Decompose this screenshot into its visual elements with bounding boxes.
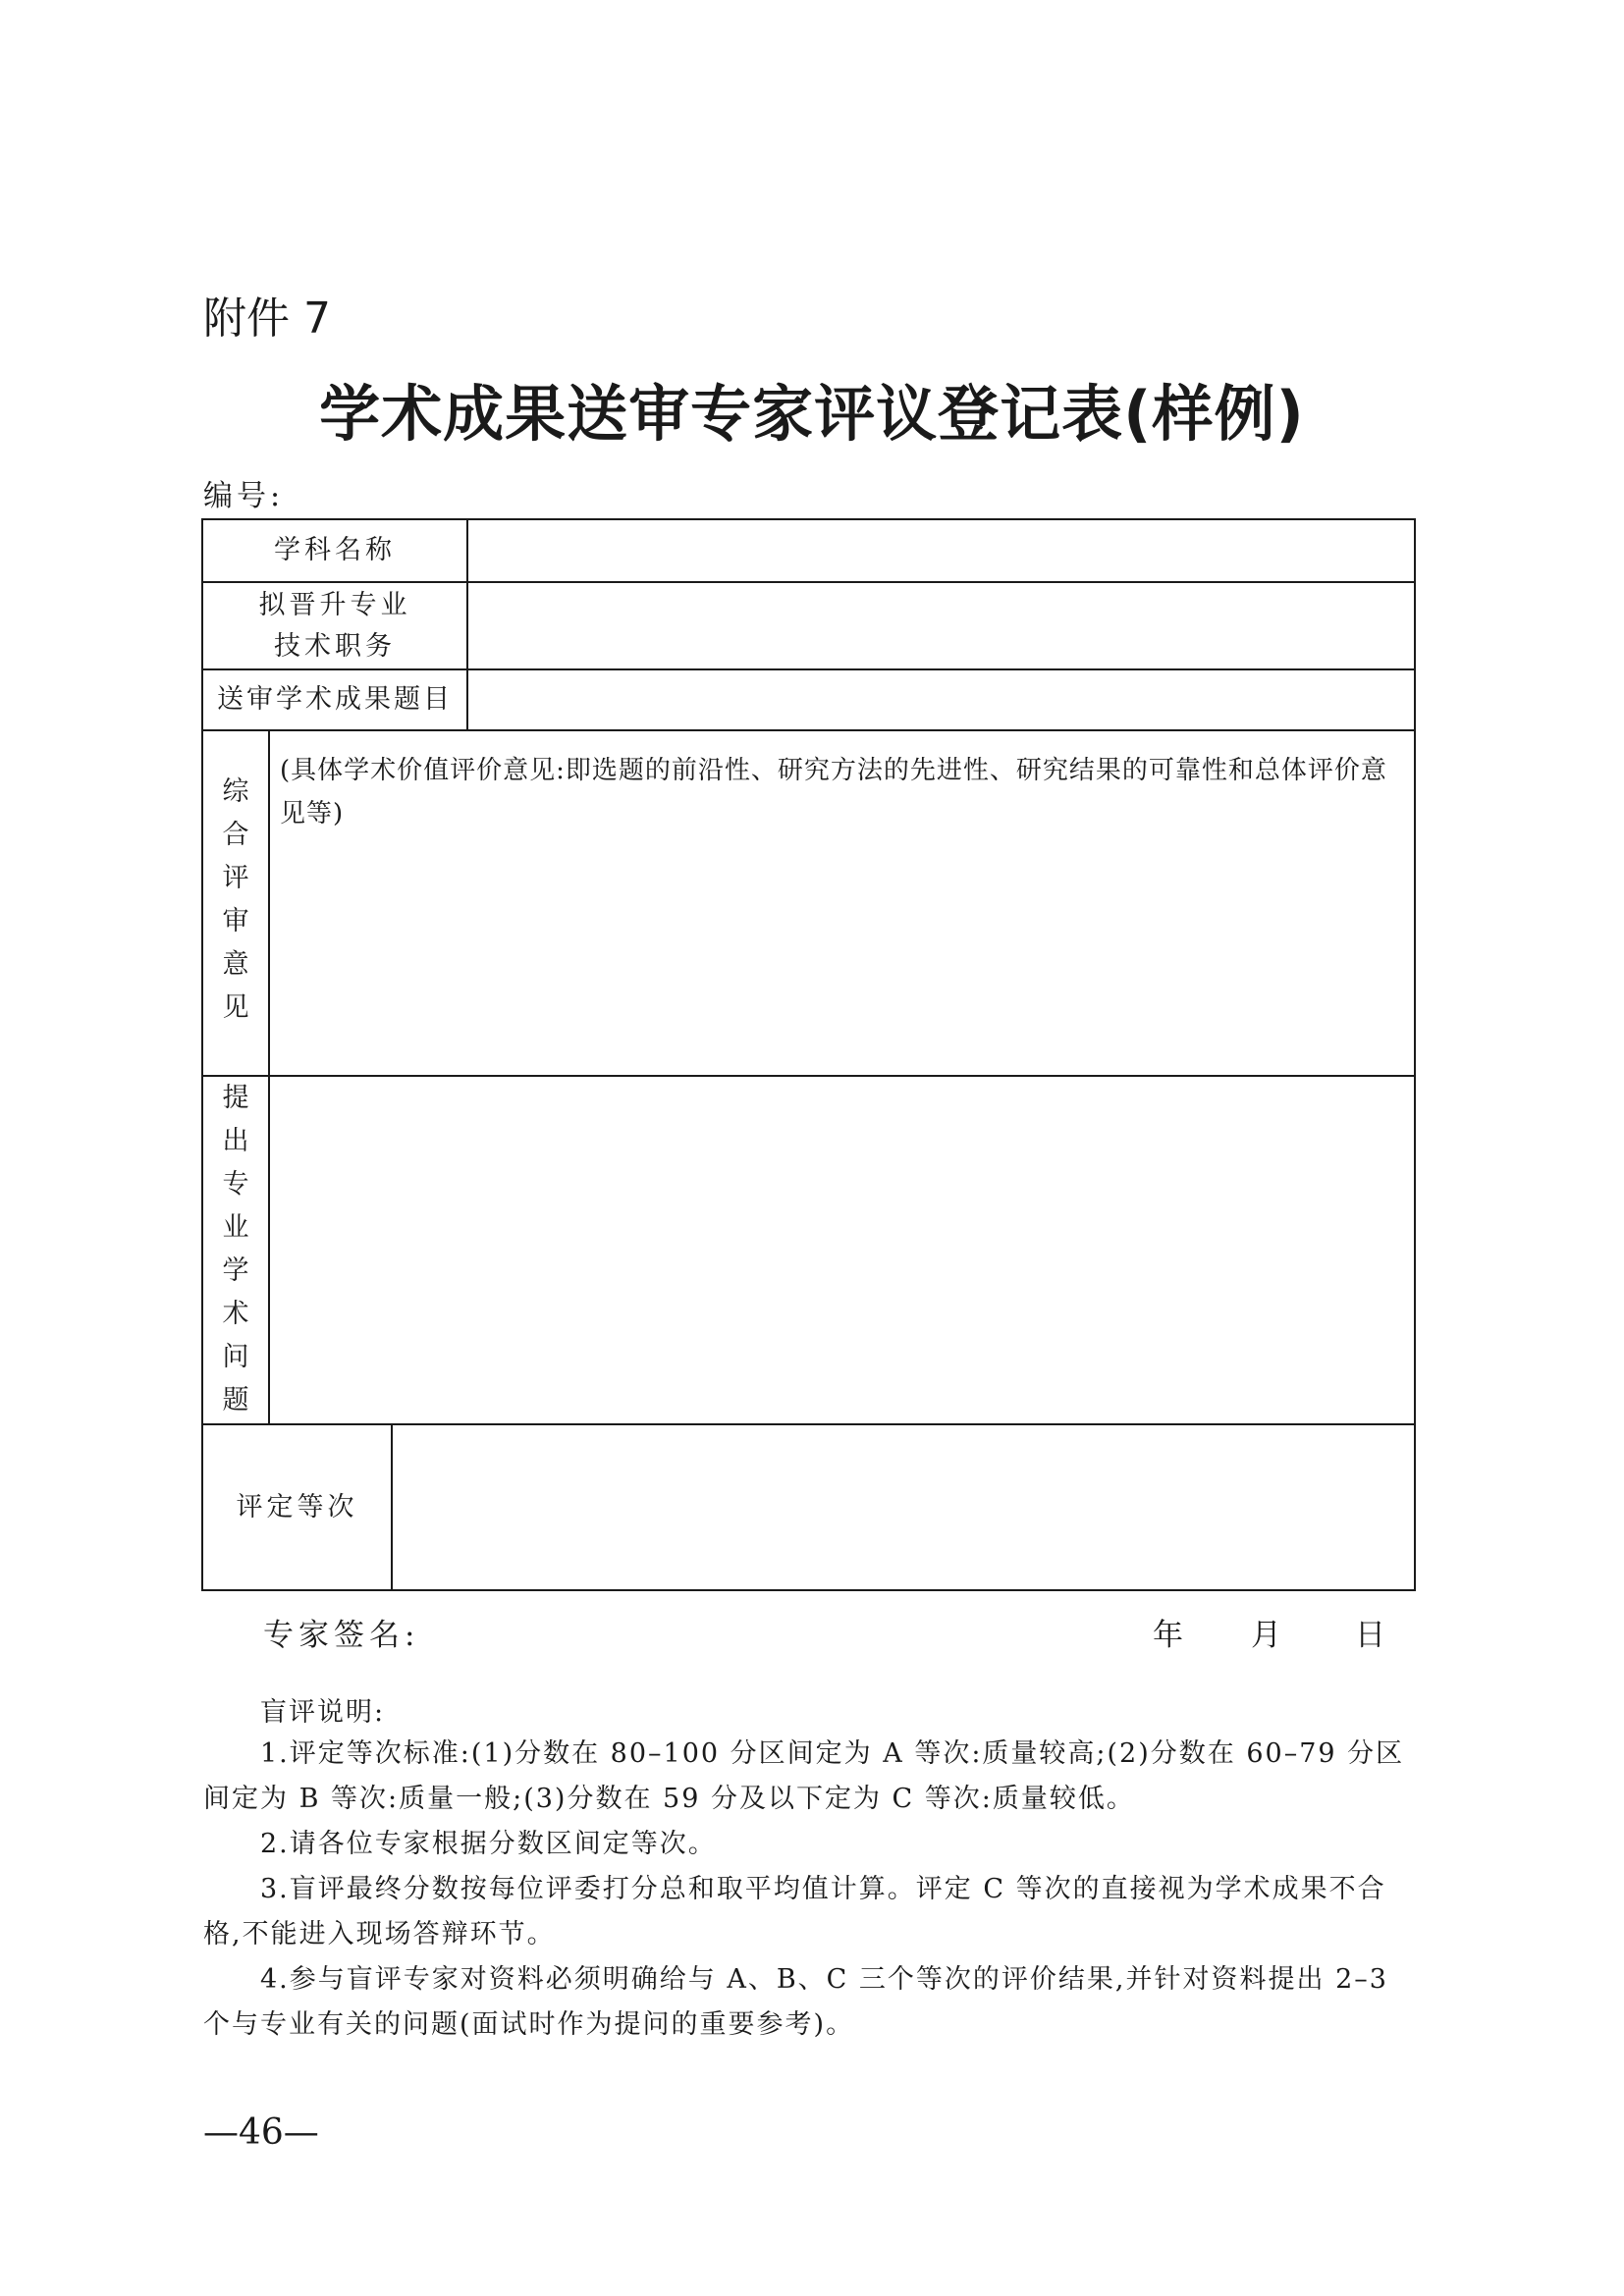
questions-label: [203, 1077, 270, 1423]
questions-label-char: 术: [222, 1299, 249, 1329]
row-review-opinion: [203, 731, 1414, 1077]
review-opinion-label: [203, 731, 270, 1075]
subject-name-field[interactable]: [468, 520, 1414, 581]
achievement-title-field[interactable]: [468, 670, 1414, 729]
date-month: 月: [1251, 1618, 1281, 1653]
questions-label-char: 业: [222, 1212, 249, 1243]
signature-label: 专家签名:: [263, 1618, 420, 1653]
grade-label-text: 评定等次: [236, 1491, 358, 1522]
row-achievement-title: [203, 670, 1414, 731]
row-grade: [203, 1425, 1414, 1589]
position-label-line1: 拟晋升专业: [258, 589, 411, 620]
subject-name-label: [203, 520, 468, 581]
questions-field[interactable]: [270, 1077, 1414, 1423]
achievement-title-label: [203, 670, 468, 729]
review-label-char: 审: [222, 906, 249, 936]
grade-label: [203, 1425, 393, 1589]
note-item-1: 1.评定等次标准:(1)分数在 80–100 分区间定为 A 等次:质量较高;(2)分数在 60–79 分区间定为 B 等次:质量一般;(3)分数在 59 分及以下定为 C 等次:质量较低。: [203, 1738, 1405, 1814]
number-label: 编号:: [203, 479, 285, 513]
subject-name-label-text: 学科名称: [274, 535, 396, 565]
review-label-char: 综: [222, 776, 249, 807]
date-line: [1153, 1610, 1385, 1654]
page-title: 学术成果送审专家评议登记表(样例): [319, 378, 1305, 450]
review-label-char: 意: [222, 949, 249, 980]
position-field[interactable]: [468, 583, 1414, 668]
review-opinion-field[interactable]: [270, 731, 1414, 1075]
note-item-3: 3.盲评最终分数按每位评委打分总和取平均值计算。评定 C 等次的直接视为学术成果不合格,不能进入现场答辩环节。: [203, 1874, 1386, 1949]
grade-field[interactable]: [393, 1425, 1414, 1589]
questions-label-char: 提: [222, 1083, 249, 1113]
review-label-char: 评: [222, 863, 249, 893]
questions-label-char: 出: [222, 1126, 249, 1156]
row-questions: [203, 1077, 1414, 1425]
questions-label-char: 问: [222, 1342, 249, 1372]
position-label-line2: 技术职务: [274, 630, 396, 662]
position-label: [203, 583, 468, 668]
achievement-title-label-text: 送审学术成果题目: [217, 684, 453, 715]
review-label-char: 合: [222, 820, 249, 850]
row-position: [203, 583, 1414, 670]
note-item-2: 2.请各位专家根据分数区间定等次。: [260, 1829, 717, 1859]
review-label-char: 见: [222, 992, 249, 1023]
review-form-table: [201, 518, 1416, 1591]
date-day: 日: [1355, 1618, 1385, 1653]
questions-label-char: 题: [222, 1385, 249, 1415]
row-subject-name: [203, 520, 1414, 583]
review-opinion-hint: (具体学术价值评价意见:即选题的前沿性、研究方法的先进性、研究结果的可靠性和总体评价意见等): [280, 756, 1387, 828]
date-year: 年: [1153, 1618, 1183, 1653]
questions-label-char: 学: [222, 1255, 249, 1286]
page-number: —46—: [203, 2112, 319, 2153]
notes-heading: 盲评说明:: [260, 1697, 386, 1728]
note-item-4: 4.参与盲评专家对资料必须明确给与 A、B、C 三个等次的评价结果,并针对资料提出 2–3 个与专业有关的问题(面试时作为提问的重要参考)。: [203, 1964, 1388, 2040]
attachment-label: 附件 7: [203, 294, 331, 344]
questions-label-char: 专: [222, 1169, 249, 1200]
